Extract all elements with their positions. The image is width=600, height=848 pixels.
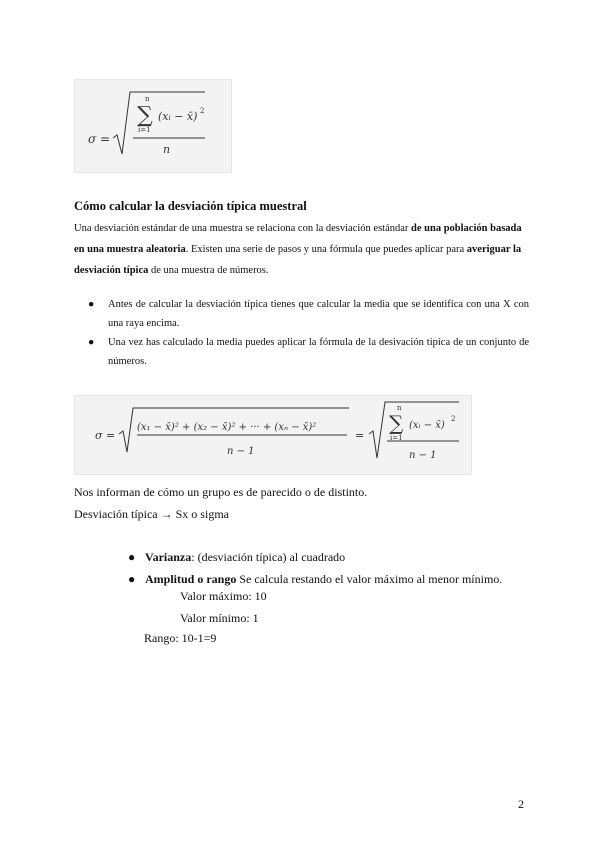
section-heading: Cómo calcular la desviación típica muestral: [74, 199, 307, 213]
sum-exponent: 2: [200, 107, 205, 115]
list-item-text: Una vez has calculado la media puedes aplicar la fórmula de la desivación típica de un conjunto de números.: [108, 337, 529, 367]
sum-lower-limit: i=1: [138, 126, 151, 134]
sum-symbol: ∑: [389, 411, 404, 435]
sum-upper-limit: n: [145, 95, 150, 103]
term-bold: Varianza: [145, 550, 192, 564]
list-item: [128, 546, 502, 568]
min-value: Valor mínimo: 1: [180, 611, 259, 625]
formula-numerator: (x₁ − x̄)² + (x₂ − x̄)² + ··· + (xₙ − x̄)²: [137, 422, 317, 433]
bullet-icon: ●: [128, 572, 136, 586]
sum-upper-limit: n: [397, 404, 402, 412]
para-text-1: Una desviación estándar de una muestra se relaciona con la desviación estándar: [74, 223, 412, 234]
note-line-2: Desviación típica → Sx o sigma: [74, 507, 229, 521]
list-item: [74, 295, 529, 333]
formula-denominator: n − 1: [227, 446, 255, 457]
para-bold-2: averiguar la desviación típica: [74, 244, 522, 276]
sqrt-sign: [113, 92, 205, 154]
sum-body: (xᵢ − x̄): [409, 420, 445, 431]
equals-sign: =: [355, 429, 365, 442]
list-item-text: Antes de calcular la desviación típica tienes que calcular la media que se identifica con una X con una raya encima.: [108, 299, 529, 329]
definitions-list: [128, 546, 502, 590]
list-item: [74, 333, 529, 371]
note-line-1: Nos informan de cómo un grupo es de parecido o de distinto.: [74, 485, 368, 499]
formula-denominator: n: [163, 143, 171, 156]
formula-lhs: σ =: [88, 132, 111, 146]
steps-list: [74, 295, 529, 371]
sum-symbol: ∑: [137, 103, 153, 128]
para-text-2: . Existen una serie de pasos y una fórmula que puedes aplicar para: [185, 244, 467, 255]
max-value: Valor máximo: 10: [180, 589, 267, 603]
list-item: [128, 568, 502, 590]
term-definition: Se calcula restando el valor máximo al menor mínimo.: [236, 572, 503, 586]
formula-denominator-2: n − 1: [409, 450, 437, 461]
para-text-3: de una muestra de números.: [148, 265, 269, 276]
term-bold: Amplitud o rango: [145, 572, 237, 586]
bullet-icon: ●: [88, 299, 95, 310]
formula-lhs: σ =: [95, 429, 116, 442]
sum-body: (xᵢ − x̄): [158, 110, 198, 123]
bullet-icon: ●: [128, 550, 136, 564]
formula-image-std-dev: [74, 79, 232, 173]
page-number: 2: [518, 797, 524, 811]
range-value: Rango: 10-1=9: [144, 631, 217, 645]
intro-paragraph: [74, 218, 529, 281]
formula-image-sample-std-dev: [74, 395, 472, 475]
bullet-icon: ●: [88, 337, 95, 348]
sum-lower-limit: i=1: [390, 434, 403, 442]
para-bold-1: de una población basada en una muestra aleatoria: [74, 223, 522, 255]
term-definition: : (desviación típica) al cuadrado: [191, 550, 346, 564]
sum-exponent: 2: [451, 415, 456, 423]
